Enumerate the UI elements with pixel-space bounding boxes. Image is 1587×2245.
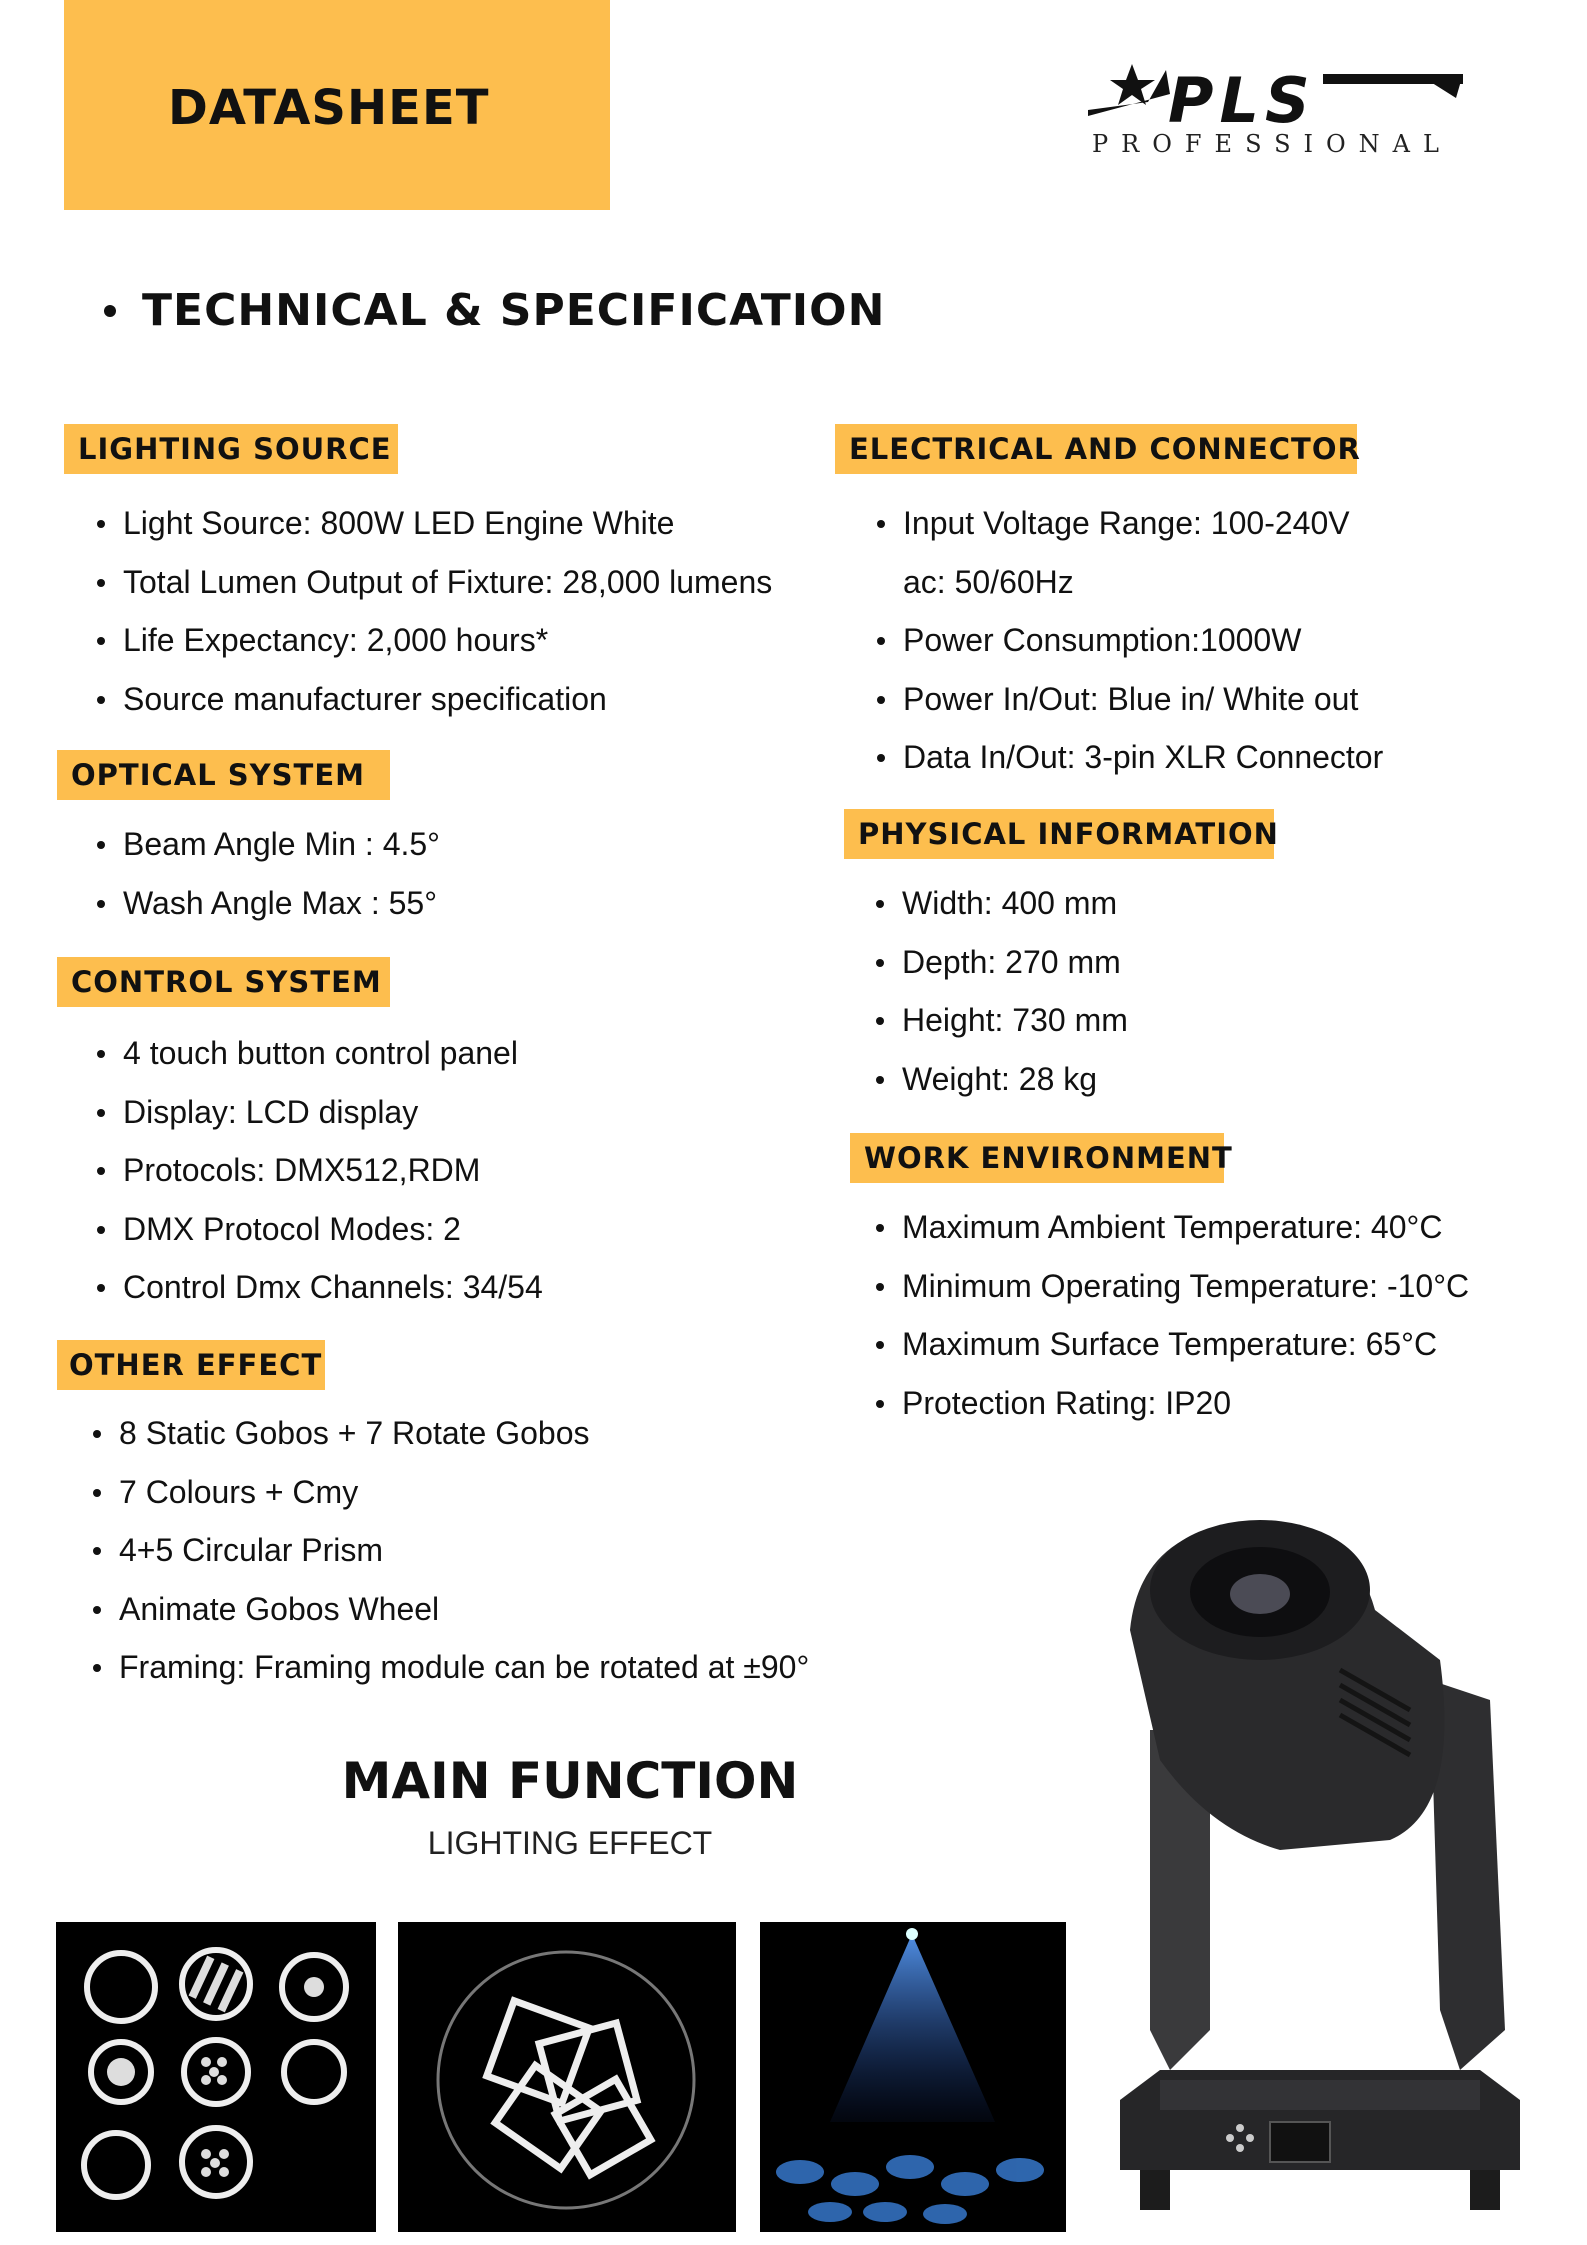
list-item: Maximum Surface Temperature: 65°C <box>874 1315 1469 1374</box>
list-item: Weight: 28 kg <box>874 1050 1128 1109</box>
list-item: Control Dmx Channels: 34/54 <box>95 1258 543 1317</box>
list-item: Power In/Out: Blue in/ White out <box>875 670 1383 729</box>
section-title-optical-system: OPTICAL SYSTEM <box>57 750 390 800</box>
section-title-other-effect: OTHER EFFECT <box>57 1340 325 1390</box>
gobo-patterns-photo <box>56 1922 376 2232</box>
list-item: Depth: 270 mm <box>874 933 1128 992</box>
list-item: Protection Rating: IP20 <box>874 1374 1469 1433</box>
list-item: 8 Static Gobos + 7 Rotate Gobos <box>91 1404 809 1463</box>
list-item: Protocols: DMX512,RDM <box>95 1141 543 1200</box>
section-title-control-system: CONTROL SYSTEM <box>57 957 390 1007</box>
section-title-electrical: ELECTRICAL AND CONNECTOR <box>835 424 1357 474</box>
prism-gobo-photo <box>398 1922 736 2232</box>
list-item: Beam Angle Min : 4.5° <box>95 815 440 874</box>
list-item: Minimum Operating Temperature: -10°C <box>874 1257 1469 1316</box>
lighting-source-list <box>95 494 772 728</box>
electrical-list <box>875 494 1383 787</box>
main-heading: TECHNICAL & SPECIFICATION <box>142 285 886 336</box>
physical-list <box>874 874 1128 1108</box>
logo-subtitle: PROFESSIONAL <box>1092 130 1452 158</box>
section-title-work-environment: WORK ENVIRONMENT <box>850 1133 1224 1183</box>
moving-head-fixture-photo <box>1100 1510 1540 2230</box>
blue-beam-photo <box>760 1922 1066 2232</box>
list-item: Life Expectancy: 2,000 hours* <box>95 611 772 670</box>
work-environment-list <box>874 1198 1469 1432</box>
list-item: 4 touch button control panel <box>95 1024 543 1083</box>
list-item: DMX Protocol Modes: 2 <box>95 1200 543 1259</box>
list-item: Power Consumption:1000W <box>875 611 1383 670</box>
optical-system-list <box>95 815 440 932</box>
section-title-lighting-source: LIGHTING SOURCE <box>64 424 398 474</box>
list-item: Data In/Out: 3-pin XLR Connector <box>875 728 1383 787</box>
list-item: Source manufacturer specification <box>95 670 772 729</box>
main-function-title: MAIN FUNCTION <box>341 1752 799 1810</box>
document-title: DATASHEET <box>168 80 490 136</box>
list-item: Framing: Framing module can be rotated at ±90° <box>91 1638 809 1697</box>
technical-heading-row <box>104 285 885 336</box>
list-item: Light Source: 800W LED Engine White <box>95 494 772 553</box>
logo-mark: PLS <box>1168 64 1316 137</box>
list-item: Wash Angle Max : 55° <box>95 874 440 933</box>
list-item: Display: LCD display <box>95 1083 543 1142</box>
list-item: Input Voltage Range: 100-240V <box>875 494 1383 553</box>
other-effect-list <box>91 1404 809 1697</box>
main-function-subtitle: LIGHTING EFFECT <box>427 1825 713 1861</box>
pls-logo <box>1088 58 1468 158</box>
list-item: Width: 400 mm <box>874 874 1128 933</box>
star-icon <box>1110 64 1155 105</box>
list-item: 7 Colours + Cmy <box>91 1463 809 1522</box>
list-item: Animate Gobos Wheel <box>91 1580 809 1639</box>
list-item: 4+5 Circular Prism <box>91 1521 809 1580</box>
list-item-continuation: ac: 50/60Hz <box>903 563 1074 600</box>
list-item: Total Lumen Output of Fixture: 28,000 lumens <box>95 553 772 612</box>
list-item: Maximum Ambient Temperature: 40°C <box>874 1198 1469 1257</box>
control-system-list <box>95 1024 543 1317</box>
bullet-icon <box>104 305 116 317</box>
list-item: Height: 730 mm <box>874 991 1128 1050</box>
section-title-physical: PHYSICAL INFORMATION <box>844 809 1274 859</box>
